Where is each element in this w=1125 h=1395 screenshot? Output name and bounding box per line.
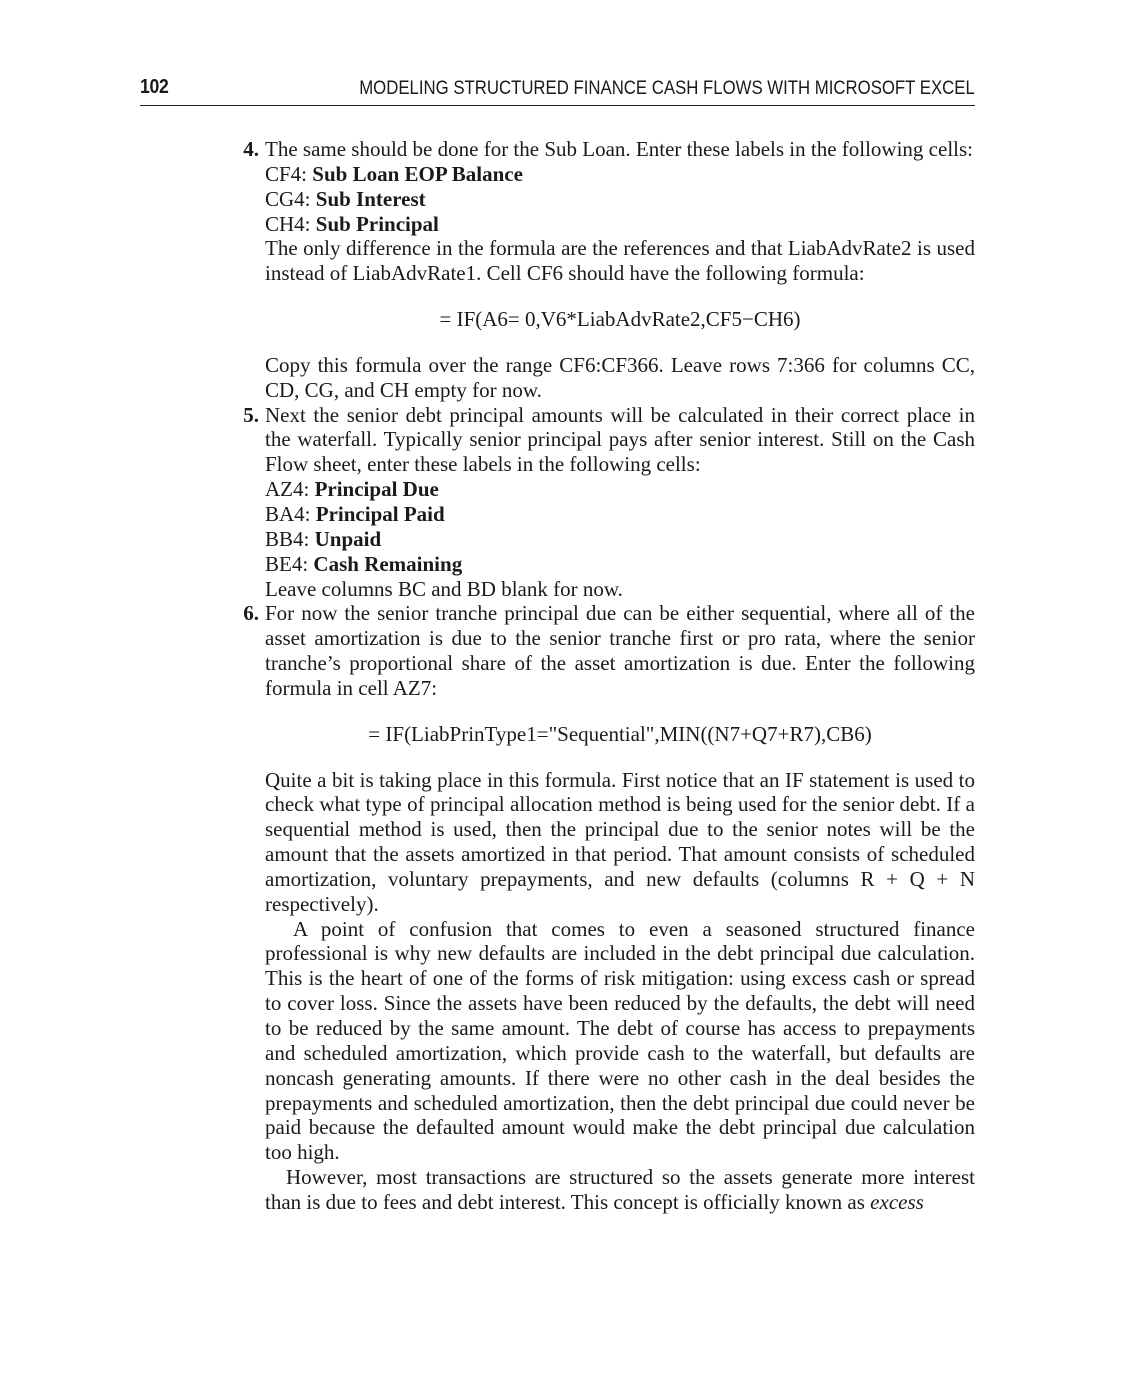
cell-label: Sub Principal [315, 211, 439, 236]
label-line [265, 162, 975, 187]
label-line [265, 502, 975, 527]
item-number: 5. [243, 402, 259, 427]
list-item-5 [235, 403, 975, 602]
page-header [140, 74, 975, 106]
label-line [265, 527, 975, 552]
label-line [265, 187, 975, 212]
cell-label: Unpaid [314, 526, 382, 551]
item-intro: The same should be done for the Sub Loan. Enter these labels in the following cells: [265, 137, 973, 161]
cell-ref: AZ4: [265, 477, 315, 502]
formula: = IF(LiabPrinType1="Sequential",MIN((N7+Q7+R7),CB6) [368, 721, 872, 746]
item-paragraph: Quite a bit is taking place in this formula. First notice that an IF statement is used to check what type of principal allocation method is being used for the senior debt. If a sequential method is used, then the principal due to the senior notes will be the amount that the assets amortized in that period. That amount consists of scheduled amortization, voluntary prepayments, and new defaults (columns R + Q + N respectively). [265, 767, 975, 916]
item-number: 6. [243, 601, 259, 626]
item-intro: For now the senior tranche principal due can be either sequential, where all of the asset amortization is due to the senior tranche first or pro rata, where the senior tranche’s proportional share of the asset amortization is due. Enter the following formula in cell AZ7: [265, 601, 975, 700]
italic-term: excess [870, 1189, 924, 1214]
item-paragraph: A point of confusion that comes to even a seasoned structured finance professional is why new defaults are included in the debt principal due calculation. This is the heart of one of the forms of risk mitigation: using excess cash or spread to cover loss. Since the assets have been reduced by the defaults, the debt will need to be reduced by the same amount. The debt of course has access to prepayments and scheduled amortization, which provide cash to the waterfall, but defaults are noncash generating amounts. If there were no other cash in the deal besides the prepayments and scheduled amortization, then the debt principal due could never be paid because the defaulted amount would make the debt principal due calculation too high. [265, 916, 975, 1165]
cell-label: Sub Interest [315, 186, 426, 211]
item-number: 4. [243, 137, 259, 161]
cell-label: Cash Remaining [313, 551, 463, 576]
item-intro: Next the senior debt principal amounts will be calculated in their correct place in the waterfall. Typically senior principal pays after senior interest. Still on the Cash Flow sheet, enter these labels in the following cells: [265, 402, 975, 477]
list-item-4 [235, 137, 975, 403]
label-line [265, 212, 975, 237]
cell-label: Sub Loan EOP Balance [312, 161, 523, 186]
label-line [265, 477, 975, 502]
label-line [265, 552, 975, 577]
cell-label: Principal Due [314, 477, 439, 502]
cell-ref: CF4: [265, 161, 313, 186]
item-paragraph: Copy this formula over the range CF6:CF366. Leave rows 7:366 for columns CC, CD, CG, and CH empty for now. [265, 352, 975, 402]
page-number: 102 [140, 76, 169, 98]
cell-ref: CG4: [265, 186, 316, 211]
item-paragraph [265, 1165, 975, 1215]
cell-ref: CH4: [265, 211, 316, 236]
item-paragraph: The only difference in the formula are the references and that LiabAdvRate2 is used instead of LiabAdvRate1. Cell CF6 should have the following formula: [265, 236, 975, 286]
cell-label: Principal Paid [315, 501, 445, 526]
paragraph-text: However, most transactions are structured so the assets generate more interest than is due to fees and debt interest. This concept is officially known as [265, 1165, 975, 1214]
cell-ref: BB4: [265, 526, 315, 551]
list-item-6 [235, 601, 975, 1214]
cell-ref: BE4: [265, 551, 314, 576]
formula: = IF(A6= 0,V6*LiabAdvRate2,CF5−CH6) [439, 307, 801, 332]
item-paragraph: Leave columns BC and BD blank for now. [265, 576, 623, 601]
cell-ref: BA4: [265, 501, 316, 526]
page-body [235, 137, 975, 1215]
running-head: MODELING STRUCTURED FINANCE CASH FLOWS WITH MICROSOFT EXCEL [359, 77, 975, 99]
